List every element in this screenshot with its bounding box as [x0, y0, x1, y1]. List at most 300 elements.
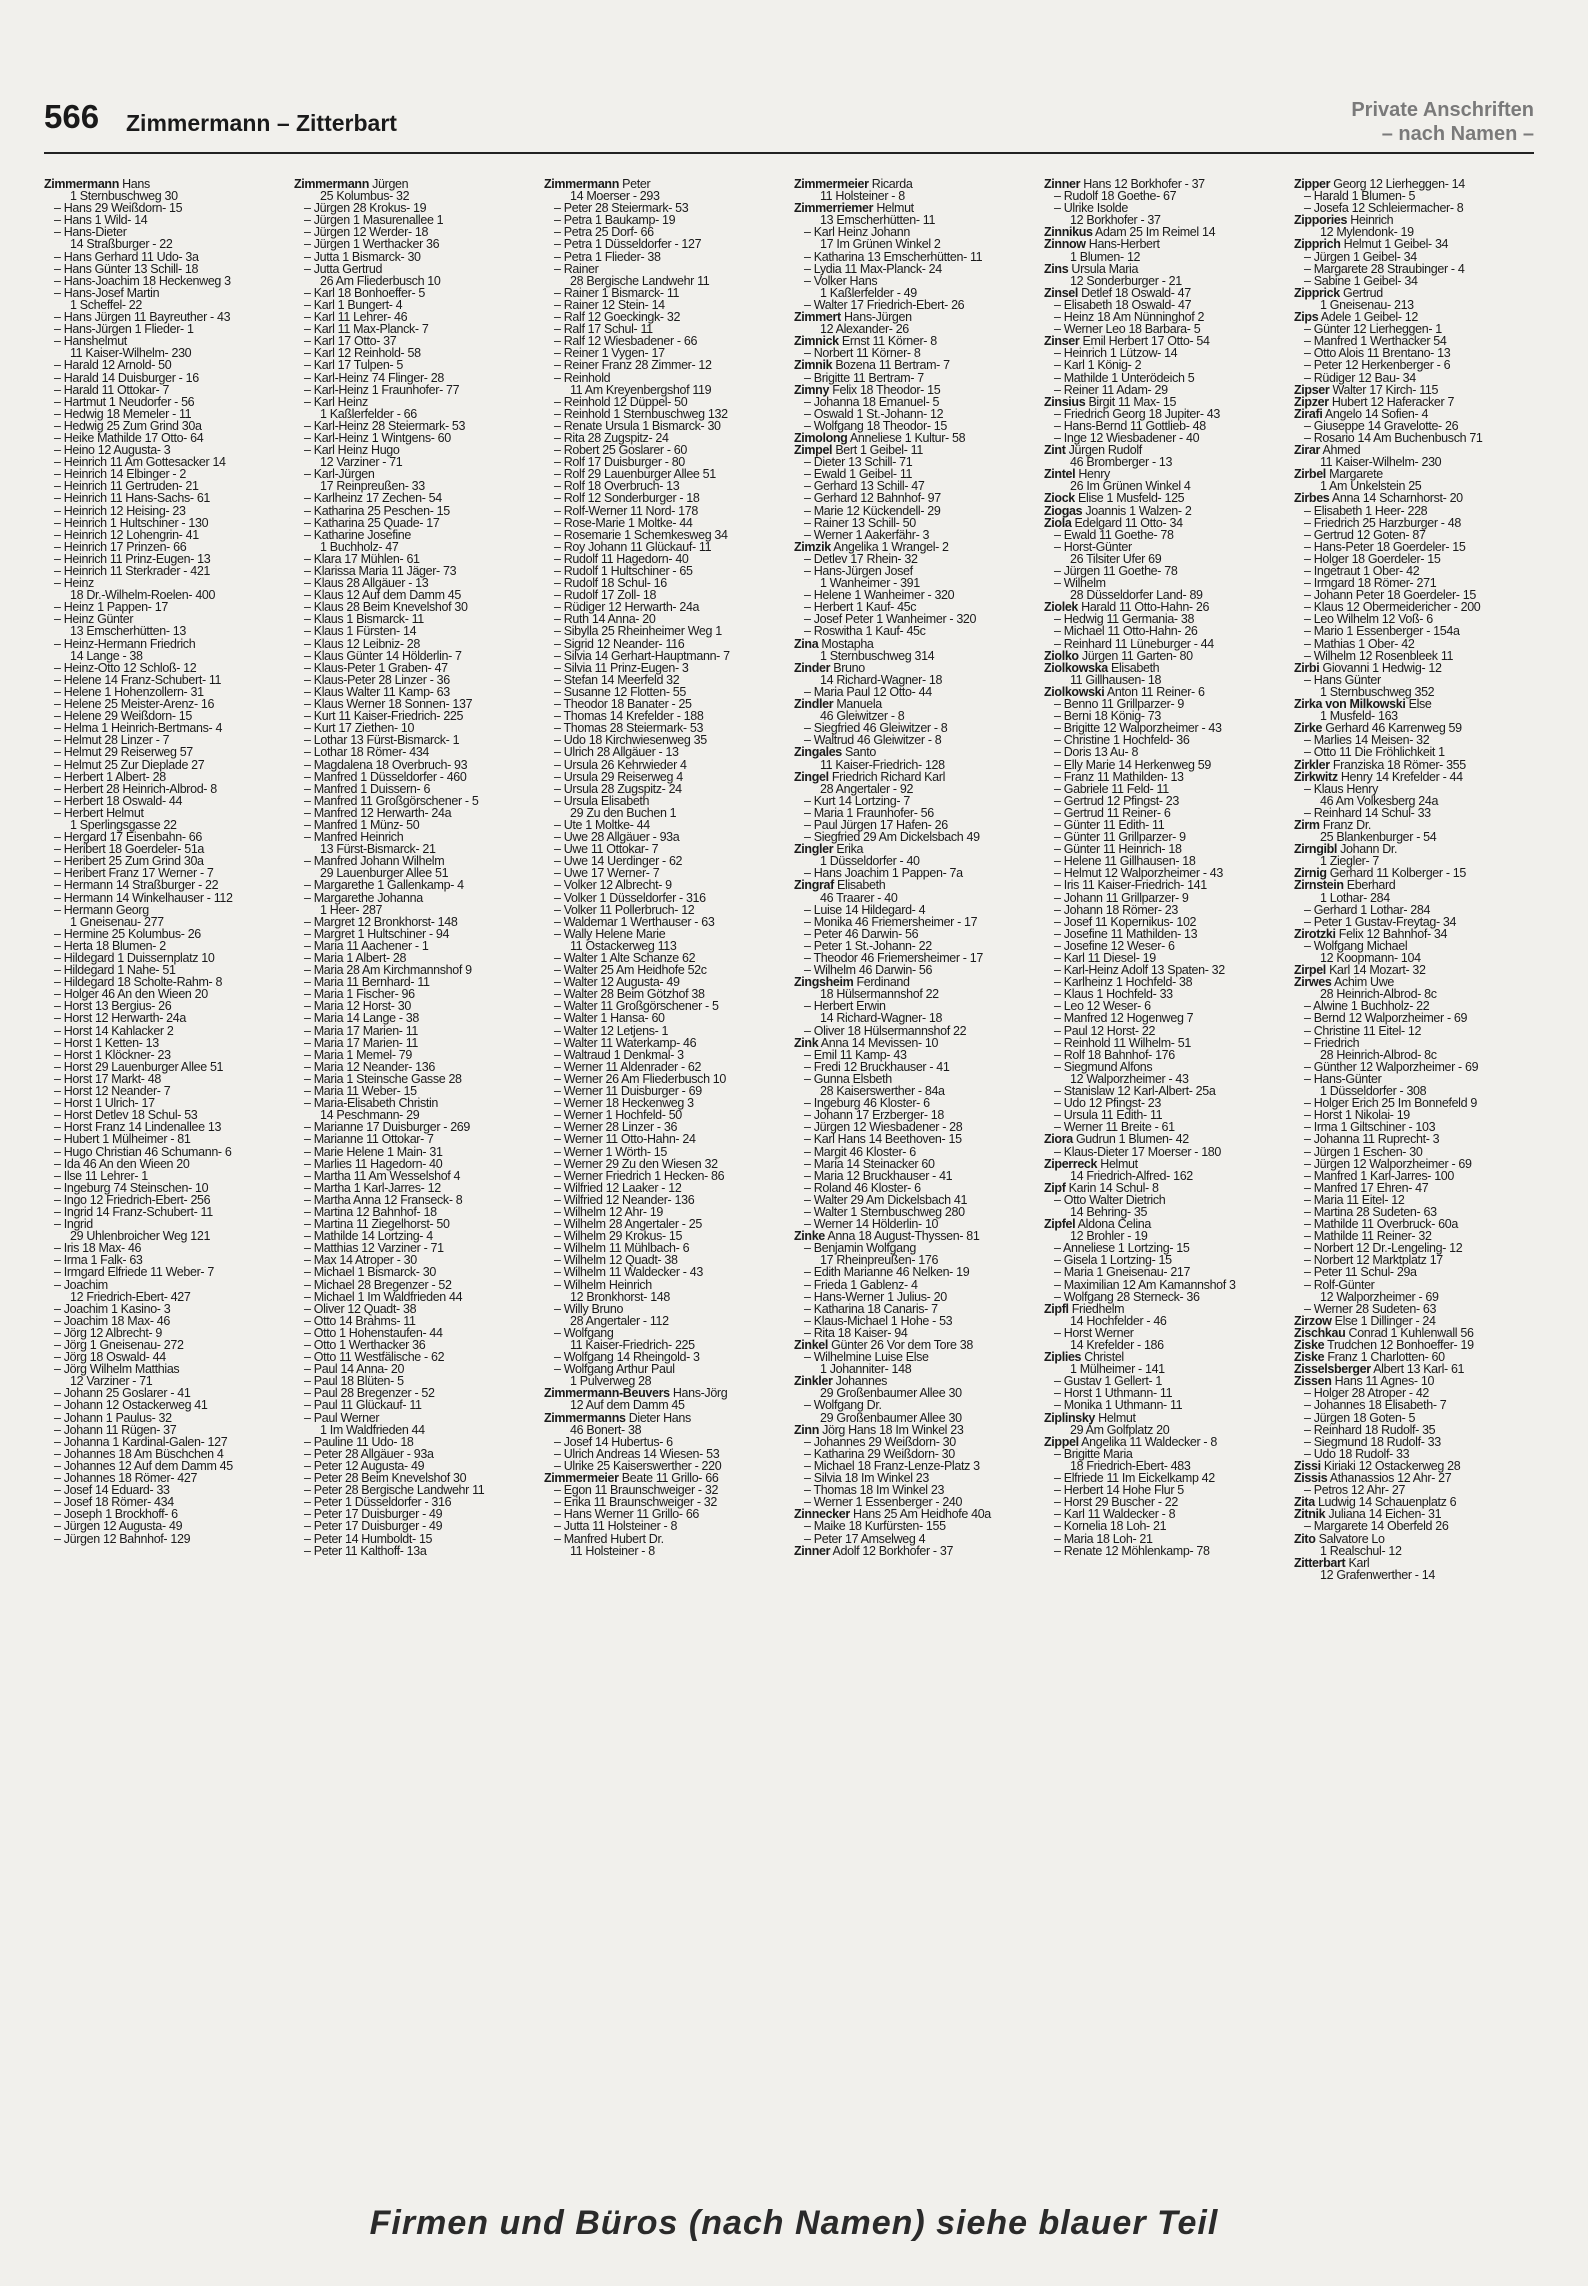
entry-text: 1 Im Waldfrieden 44 [320, 1422, 425, 1437]
directory-entry: – Heribert 25 Zum Grind 30a [54, 854, 204, 869]
entry-text: Ralf 12 Goeckingk- 32 [563, 310, 681, 325]
surname: Zissen [1294, 1374, 1332, 1389]
directory-entry: – Jürgen 1 Geibel- 34 [1304, 249, 1417, 264]
directory-entry: – Ulrich 28 Allgäuer - 13 [554, 745, 679, 760]
entry-text: Karl-Heinz 74 Flinger- 28 [313, 370, 444, 385]
entry-text: Jürgen Rudolf [1068, 443, 1142, 458]
entry-text: Karl 17 Otto- 37 [313, 334, 397, 349]
entry-text: Hermann 14 Straßburger - 22 [63, 878, 219, 893]
entry-text: Margarete 14 Oberfeld 26 [1313, 1519, 1449, 1534]
entry-text: Achim Uwe [1333, 975, 1394, 990]
entry-text: Johann 11 Rügen- 37 [63, 1422, 177, 1437]
directory-entry: – Johann 25 Goslarer - 41 [54, 1386, 191, 1401]
directory-entry: – Werner 1 Hochfeld- 50 [554, 1108, 682, 1123]
entry-text: Werner 14 Hölderlin- 10 [813, 1217, 939, 1232]
directory-entry: – Maria 1 Fischer- 96 [304, 987, 415, 1002]
surname: Zipser [1294, 382, 1330, 397]
entry-text: Helene 29 Weißdorn- 15 [63, 709, 192, 724]
directory-entry: – Josef 14 Eduard- 33 [54, 1483, 170, 1498]
entry-text: Maria 17 Marien- 11 [313, 1035, 419, 1050]
entry-text: Detlef 18 Oswald- 47 [1081, 285, 1191, 300]
directory-entry: – Werner 28 Sudeten- 63 [1304, 1301, 1437, 1316]
entry-text: Klara 17 Mühlen- 61 [313, 551, 420, 566]
directory-entry: – Norbert 12 Marktplatz 17 [1304, 1253, 1443, 1268]
entry-text: Thomas 18 Im Winkel 23 [813, 1483, 945, 1498]
entry-text: 12 Varziner - 71 [320, 455, 403, 470]
entry-text: Heinrich 11 Hans-Sachs- 61 [63, 491, 211, 506]
directory-entry: – Otto Alois 11 Brentano- 13 [1304, 346, 1451, 361]
entry-text: Werner 18 Heckenweg 3 [563, 1096, 694, 1111]
entry-text: 14 Richard-Wagner- 18 [820, 1011, 943, 1026]
entry-text: 14 Krefelder - 186 [1070, 1338, 1164, 1352]
directory-entry: – Holger 28 Atroper - 42 [1304, 1386, 1430, 1401]
directory-entry: – Peter 14 Humboldt- 15 [304, 1531, 433, 1546]
entry-text: Lothar 18 Römer- 434 [313, 745, 430, 760]
entry-text: Ingo 12 Friedrich-Ebert- 256 [63, 1192, 211, 1207]
entry-text: Wilhelm 11 Mühlbach- 6 [563, 1241, 690, 1256]
directory-column-5 [1044, 178, 1284, 2168]
directory-entry: – Hedwig 25 Zum Grind 30a [54, 418, 202, 433]
directory-entry: – Marlies 11 Hagedorn- 40 [304, 1156, 443, 1171]
entry-text: Walter 11 Waterkamp- 46 [563, 1035, 697, 1050]
entry-text: Elise 1 Musfeld- 125 [1078, 491, 1185, 506]
directory-entry: – Werner 11 Otto-Hahn- 24 [554, 1132, 696, 1147]
directory-entry: – Ewald 11 Goethe- 78 [1054, 527, 1174, 542]
surname: Zirbel [1294, 467, 1326, 482]
directory-entry: – Helmut 28 Linzer - 7 [54, 733, 170, 748]
entry-text: Horst 1 Ulrich- 17 [63, 1096, 155, 1111]
directory-entry: – Irma 1 Giltschiner - 103 [1304, 1120, 1436, 1135]
directory-entry: – Hans-Jürgen Josef [804, 564, 913, 578]
entry-text: Karlheinz 17 Zechen- 54 [313, 491, 442, 506]
entry-text: 46 Bonert- 38 [570, 1422, 642, 1437]
entry-text: Hans Jürgen 11 Bayreuther - 43 [63, 310, 231, 325]
directory-entry: – Karl-Jürgen [304, 467, 375, 482]
directory-entry: – Paul Werner [304, 1410, 380, 1425]
entry-text: Salvatore Lo [1318, 1531, 1385, 1546]
entry-text: Siegmund Alfons [1063, 1059, 1153, 1074]
directory-entry: – Kurt 17 Ziethen- 10 [304, 721, 415, 736]
entry-text: 1 Lothar- 284 [1320, 890, 1390, 905]
directory-entry: – Robert 25 Goslarer - 60 [554, 443, 687, 458]
entry-text: Rüdiger 12 Herwarth- 24a [563, 600, 700, 615]
entry-text: Gerhard 46 Karrenweg 59 [1325, 721, 1462, 736]
directory-entry: – Karl 1 König- 2 [1054, 358, 1142, 373]
entry-text: Herta 18 Blumen- 2 [63, 938, 166, 953]
entry-text: Petra 1 Flieder- 38 [563, 249, 661, 264]
entry-text: Paul 12 Horst- 22 [1063, 1023, 1156, 1038]
entry-text: Helmut 29 Reiserweg 57 [63, 745, 193, 760]
entry-text: Stefan 14 Meerfeld 32 [563, 672, 680, 687]
directory-entry: – Franz 11 Mathilden- 13 [1054, 769, 1184, 784]
entry-text: Friedrich Georg 18 Jupiter- 43 [1063, 406, 1220, 421]
directory-entry: – Siegmund 18 Rudolf- 33 [1304, 1434, 1441, 1449]
entry-text: Rita 28 Zugspitz- 24 [563, 430, 669, 445]
entry-text: 1 Am Unkelstein 25 [1320, 479, 1422, 494]
entry-text: Elly Marie 14 Herkenweg 59 [1063, 757, 1211, 772]
surname: Zimmerriemer [794, 201, 874, 216]
entry-text: Heribert 18 Goerdeler- 51a [63, 842, 205, 857]
directory-entry: – Johann 12 Ostackerweg 41 [54, 1398, 208, 1413]
directory-entry: – Jürgen 1 Masurenallee 1 [304, 213, 444, 228]
entry-text: Friedhelm [1071, 1301, 1125, 1316]
entry-text: Christine 11 Eitel- 12 [1313, 1023, 1422, 1038]
entry-text: 1 Sternbuschweg 314 [820, 648, 935, 663]
entry-text: Peter 28 Beim Knevelshof 30 [313, 1471, 467, 1486]
section-title [1351, 98, 1534, 146]
directory-entry: – Jürgen 18 Goten- 5 [1304, 1410, 1416, 1425]
entry-text: Heinrich 11 Gertruden- 21 [63, 479, 199, 494]
directory-entry: – Maria 12 Neander- 136 [304, 1059, 435, 1074]
entry-text: Reiner 1 Vygen- 17 [563, 346, 665, 361]
directory-entry: – Wolfgang [554, 1325, 614, 1340]
surname: Zischkau [1294, 1325, 1346, 1340]
directory-entry: – Harald 11 Ottokar- 7 [54, 382, 170, 397]
directory-entry: – Otto 11 Westfälische - 62 [304, 1350, 445, 1365]
surname: Zipfl [1044, 1301, 1069, 1316]
entry-text: Werner 11 Breite - 61 [1063, 1120, 1175, 1135]
entry-text: Ulrike 25 Kaiserswerther - 220 [563, 1458, 722, 1473]
entry-text: Horst 29 Lauenburger Allee 51 [63, 1059, 224, 1074]
entry-text: Karlheinz 1 Hochfeld- 38 [1063, 975, 1193, 990]
entry-text: Peter 1 St.-Johann- 22 [813, 938, 932, 953]
entry-text: Holger 46 An den Wieen 20 [63, 987, 208, 1002]
entry-text: Friedrich Richard Karl [831, 769, 946, 784]
directory-entry: – Paul 11 Glückauf- 11 [304, 1398, 422, 1413]
directory-entry: – Petra 1 Düsseldorfer - 127 [554, 237, 702, 252]
directory-entry: – Klaus 28 Allgäuer - 13 [304, 576, 429, 591]
entry-text: Maria 11 Weber- 15 [313, 1084, 417, 1099]
directory-entry: – Peter 28 Bergische Landwehr 11 [304, 1483, 485, 1498]
entry-text: Josef 18 Römer- 434 [63, 1495, 174, 1510]
surname: Zinke [794, 1229, 825, 1244]
directory-entry: – Peter 1 St.-Johann- 22 [804, 938, 932, 953]
entry-text: Rolf 18 Overbruch- 13 [563, 479, 680, 494]
entry-text: Jürgen 12 Bahnhof- 129 [63, 1531, 191, 1546]
entry-text: 14 Moerser - 293 [570, 189, 660, 204]
entry-text: Leo Wilhelm 12 Voß- 6 [1313, 612, 1433, 627]
directory-entry: – Waltraud 1 Denkmal- 3 [554, 1047, 684, 1062]
entry-text: Martha 1 Karl-Jarres- 12 [313, 1180, 441, 1195]
directory-entry: – Oliver 18 Hülsermannshof 22 [804, 1023, 967, 1038]
entry-text: Petros 12 Ahr- 27 [1313, 1483, 1406, 1498]
surname: Zimmermann-Beuvers [544, 1386, 670, 1401]
entry-text: Peter [622, 178, 651, 191]
surname: Zirkler [1294, 757, 1330, 772]
directory-entry: – Oswald 1 St.-Johann- 12 [804, 406, 944, 421]
surname: Zimzik [794, 539, 831, 554]
entry-text: 11 Kaiser-Friedrich- 225 [570, 1338, 695, 1352]
directory-entry: – Elisabeth 18 Oswald- 47 [1054, 297, 1192, 312]
directory-entry: – Katharina 13 Emscherhütten- 11 [804, 249, 983, 264]
directory-entry: – Maria 1 Fraunhofer- 56 [804, 805, 934, 820]
directory-entry: – Maria 1 Memel- 79 [304, 1047, 412, 1062]
directory-entry: – Paul 12 Horst- 22 [1054, 1023, 1156, 1038]
directory-entry: – Paul Jürgen 17 Hafen- 26 [804, 817, 948, 832]
entry-text: Friedrich 25 Harzburger - 48 [1313, 515, 1461, 530]
directory-entry: – Hugo Christian 46 Schumann- 6 [54, 1144, 232, 1159]
directory-entry: – Helene 29 Weißdorn- 15 [54, 709, 192, 724]
entry-text: Eberhard [1346, 878, 1396, 893]
entry-text: Hedwig 11 Germania- 38 [1063, 612, 1195, 627]
directory-entry: – Karl 11 Waldecker - 8 [1054, 1507, 1176, 1522]
entry-text: Hans 12 Borkhofer - 37 [1083, 178, 1205, 191]
entry-text: Hermine 25 Kolumbus- 26 [63, 926, 201, 941]
directory-entry: – Roland 46 Kloster- 6 [804, 1180, 921, 1195]
directory-entry: – Petra 25 Dorf- 66 [554, 225, 654, 240]
directory-entry: – Manfred 1 Düsseldorfer - 460 [304, 769, 467, 784]
entry-text: Karl 12 Reinhold- 58 [313, 346, 421, 361]
directory-entry: – Hans 29 Weißdorn- 15 [54, 201, 183, 216]
directory-entry: – Rainer 1 Bismarck- 11 [554, 285, 680, 300]
entry-text: Berni 18 König- 73 [1063, 709, 1161, 724]
entry-text: Otto 1 Hohenstaufen- 44 [313, 1325, 443, 1340]
directory-entry: – Katharina 18 Canaris- 7 [804, 1301, 938, 1316]
entry-text: Wilhelm 12 Quadt- 38 [563, 1253, 678, 1268]
directory-entry: – Horst Franz 14 Lindenallee 13 [54, 1120, 222, 1135]
entry-text: Horst Detlev 18 Schul- 53 [63, 1108, 198, 1123]
entry-text: Gudrun 1 Blumen- 42 [1075, 1132, 1189, 1147]
entry-text: Otto Alois 11 Brentano- 13 [1313, 346, 1451, 361]
directory-entry: – Christine 11 Eitel- 12 [1304, 1023, 1422, 1038]
directory-entry: – Horst 29 Buscher - 22 [1054, 1495, 1178, 1510]
directory-entry: – Johanna 11 Ruprecht- 3 [1304, 1132, 1440, 1147]
directory-entry: – Walter 1 Hansa- 60 [554, 1011, 665, 1026]
section-title-line2: – nach Namen – [1381, 123, 1534, 145]
entry-text: Walter 1 Hansa- 60 [563, 1011, 665, 1026]
entry-text: Wilfried 12 Neander- 136 [563, 1192, 695, 1207]
entry-text: 11 Holsteiner - 8 [570, 1543, 655, 1558]
directory-entry: – Rudolf 18 Schul- 16 [554, 576, 667, 591]
entry-text: Jürgen 11 Garten- 80 [1081, 648, 1193, 663]
directory-entry: – Martina 28 Sudeten- 63 [1304, 1204, 1437, 1219]
entry-text: Margarethe 1 Gallenkamp- 4 [313, 878, 464, 893]
entry-text: Uwe 28 Allgäuer - 93a [563, 830, 680, 845]
directory-entry: – Karl 18 Bonhoeffer- 5 [304, 285, 425, 300]
directory-entry: – Frieda 1 Gablenz- 4 [804, 1277, 918, 1292]
entry-text: Hermann Georg [63, 902, 149, 917]
surname: Zimny [794, 382, 830, 397]
directory-entry: – Josef 14 Hubertus- 6 [554, 1434, 673, 1449]
directory-entry: – Gunna Elsbeth [804, 1071, 892, 1086]
directory-entry: – Rudolf 1 Hultschiner - 65 [554, 564, 693, 578]
directory-entry: – Johannes 29 Weißdorn- 30 [804, 1434, 956, 1449]
directory-entry: – Rita 18 Kaiser- 94 [804, 1325, 908, 1340]
entry-text: 12 Grafenwerther - 14 [1320, 1567, 1435, 1582]
directory-entry: – Volker 1 Düsseldorfer - 316 [554, 890, 706, 905]
surname: Zirngibl [1294, 842, 1338, 857]
directory-entry: – Werner 29 Zu den Wiesen 32 [554, 1156, 718, 1171]
entry-text: Doris 13 Au- 8 [1063, 745, 1139, 760]
directory-entry: – Hermann 14 Straßburger - 22 [54, 878, 219, 893]
entry-text: Wolfgang 14 Rheingold- 3 [563, 1350, 700, 1365]
entry-text: Johann 17 Erzberger- 18 [813, 1108, 944, 1123]
entry-text: Rolf 18 Bahnhof- 176 [1063, 1047, 1175, 1062]
directory-entry: – Rolf 17 Duisburger - 80 [554, 455, 685, 470]
directory-entry: – Walter 12 Augusta- 49 [554, 975, 680, 990]
directory-entry: – Udo 12 Pfingst- 23 [1054, 1096, 1161, 1111]
entry-text: Felix 12 Bahnhof- 34 [1338, 926, 1448, 941]
directory-entry: – Roy Johann 11 Glückauf- 11 [554, 539, 712, 554]
entry-text: Sigrid 12 Neander- 116 [563, 636, 685, 651]
directory-entry: – Martha 1 Karl-Jarres- 12 [304, 1180, 441, 1195]
directory-entry: – Hanshelmut [54, 334, 127, 349]
entry-text: Rudolf 17 Zoll- 18 [563, 588, 657, 603]
surname: Zimmermann [44, 178, 119, 191]
entry-text: Norbert 12 Marktplatz 17 [1313, 1253, 1443, 1268]
directory-entry: – Gabriele 11 Feld- 11 [1054, 781, 1169, 796]
entry-text: Leo 12 Weser- 6 [1063, 999, 1151, 1014]
entry-text: 12 Varziner - 71 [70, 1374, 153, 1389]
directory-entry: – Josefine 11 Mathilden- 13 [1054, 926, 1198, 941]
entry-text: 28 Heinrich-Albrod- 8c [1320, 987, 1437, 1002]
entry-text: Reinhard 18 Rudolf- 35 [1313, 1422, 1436, 1437]
surname-entry [794, 1545, 1034, 1557]
entry-text: 11 Kaiser-Wilhelm- 230 [1320, 455, 1442, 470]
directory-entry: – Hermann Georg [54, 902, 149, 917]
directory-entry: – Karl Heinz Hugo [304, 443, 400, 458]
directory-entry: – Klaus 1 Hochfeld- 33 [1054, 987, 1173, 1002]
directory-entry: – Manfred Johann Wilhelm [304, 854, 445, 869]
entry-text: Renate Ursula 1 Bismarck- 30 [563, 418, 721, 433]
page-header [44, 96, 1534, 154]
directory-entry: – Jutta Gertrud [304, 261, 383, 276]
entry-text: 1 Pulverweg 28 [570, 1374, 652, 1389]
entry-text: Peter 12 Herkenberger - 6 [1313, 358, 1451, 373]
entry-text: Hans-Jürgen [844, 310, 912, 325]
directory-entry: – Wilhelm 28 Angertaler - 25 [554, 1217, 702, 1232]
entry-text: 17 Im Grünen Winkel 2 [820, 237, 941, 252]
entry-text: Joachim 18 Max- 46 [63, 1313, 170, 1328]
entry-text: Athanassios 12 Ahr- 27 [1329, 1471, 1452, 1486]
entry-text: Heike Mathilde 17 Otto- 64 [63, 430, 204, 445]
entry-text: Maria 1 Memel- 79 [313, 1047, 412, 1062]
entry-text: 28 Angertaler - 92 [820, 781, 914, 796]
entry-text: 12 Borkhofer - 37 [1070, 213, 1161, 228]
entry-text: Mario 1 Essenberger - 154a [1313, 624, 1460, 639]
entry-text: Werner Friedrich 1 Hecken- 86 [563, 1168, 725, 1183]
entry-text: Johannes 18 Römer- 427 [63, 1471, 198, 1486]
entry-text: Irma 1 Giltschiner - 103 [1313, 1120, 1436, 1135]
directory-entry: – Heribert Franz 17 Werner - 7 [54, 866, 214, 881]
entry-text: Walter 11 Großgörschener - 5 [563, 999, 719, 1014]
directory-entry: – Johann 11 Rügen- 37 [54, 1422, 177, 1437]
directory-entry: – Stanislaw 12 Karl-Albert- 25a [1054, 1084, 1216, 1099]
entry-text: Kiriaki 12 Ostackerweg 28 [1323, 1458, 1461, 1473]
surname: Zingler [794, 842, 834, 857]
entry-text: Karl 1 König- 2 [1063, 358, 1142, 373]
entry-text: Silvia 11 Prinz-Eugen- 3 [563, 660, 689, 675]
entry-text: Jörg Wilhelm Matthias [63, 1362, 180, 1377]
directory-entry: – Heribert 18 Goerdeler- 51a [54, 842, 205, 857]
directory-entry: – Ilse 11 Lehrer- 1 [54, 1168, 148, 1183]
surname: Zink [794, 1035, 819, 1050]
directory-entry: – Maria 1 Gneisenau- 217 [1054, 1265, 1191, 1280]
entry-text: Ferdinand [856, 975, 910, 990]
surname: Zimmert [794, 310, 841, 325]
directory-entry: – Heinrich 11 Sterkrader - 421 [54, 564, 211, 578]
entry-text: Horst 29 Buscher - 22 [1063, 1495, 1178, 1510]
directory-entry: – Theodor 46 Friemersheimer - 17 [804, 951, 983, 965]
entry-text: Reiner Franz 28 Zimmer- 12 [563, 358, 712, 373]
directory-entry: – Klaus 12 Obermeidericher - 200 [1304, 600, 1481, 615]
entry-text: Horst 1 Klöckner- 23 [63, 1047, 171, 1062]
directory-entry: – Wally Helene Marie [554, 926, 666, 941]
directory-entry: – Klaus 28 Beim Knevelshof 30 [304, 600, 468, 615]
entry-text: Gerhard 13 Schill- 47 [813, 479, 925, 494]
surname: Zirar [1294, 443, 1321, 458]
entry-text: Hans-Josef Martin [63, 285, 160, 300]
entry-text: Bernd 12 Walporzheimer - 69 [1313, 1011, 1468, 1026]
directory-entry: – Werner 28 Linzer - 36 [554, 1120, 678, 1135]
entry-text: Maike 18 Kurfürsten- 155 [813, 1519, 946, 1534]
directory-entry: – Helene 1 Wanheimer - 320 [804, 588, 955, 603]
entry-text: Josef 14 Eduard- 33 [63, 1483, 170, 1498]
entry-text: Horst 1 Uthmann- 11 [1063, 1386, 1173, 1401]
surname: Zirbes [1294, 491, 1330, 506]
directory-entry: – Uwe 11 Ottokar- 7 [554, 842, 659, 857]
entry-text: Helmut 1 Geibel- 34 [1343, 237, 1449, 252]
entry-text: Franz 11 Mathilden- 13 [1063, 769, 1184, 784]
entry-text: Manfred 12 Herwarth- 24a [313, 805, 452, 820]
entry-text: 11 Holsteiner - 8 [820, 189, 905, 204]
entry-text: Peter 11 Kalthoff- 13a [313, 1543, 427, 1558]
surname: Zinnecker [794, 1507, 850, 1522]
directory-entry: – Johann Peter 18 Goerdeler- 15 [1304, 588, 1476, 603]
directory-entry: – Horst Werner [1054, 1325, 1134, 1340]
entry-text: Oswald 1 St.-Johann- 12 [813, 406, 944, 421]
directory-entry: – Bernd 12 Walporzheimer - 69 [1304, 1011, 1468, 1026]
entry-text: Karl [1348, 1555, 1370, 1570]
directory-entry: – Josef 18 Römer- 434 [54, 1495, 174, 1510]
entry-text: Günter 26 Vor dem Tore 38 [831, 1338, 973, 1352]
directory-entry: – Klaus-Dieter 17 Moerser - 180 [1054, 1144, 1222, 1159]
surname: Zina [794, 636, 819, 651]
entry-text: Uwe 11 Ottokar- 7 [563, 842, 659, 857]
entry-text: Klaus Werner 18 Sonnen- 137 [313, 697, 473, 712]
entry-text: Adele 1 Geibel- 12 [1320, 310, 1418, 325]
entry-text: Dieter Hans [628, 1410, 691, 1425]
entry-text: Hedwig 25 Zum Grind 30a [63, 418, 202, 433]
entry-text: Emil 11 Kamp- 43 [813, 1047, 907, 1062]
entry-text: Elisabeth [837, 878, 886, 893]
surname: Zinsius [1044, 394, 1086, 409]
entry-text: Werner 1 Aakerfähr- 3 [813, 527, 930, 542]
directory-entry: – Rüdiger 12 Bau- 34 [1304, 370, 1416, 385]
directory-entry: – Friedrich 25 Harzburger - 48 [1304, 515, 1461, 530]
directory-entry: – Karl 12 Reinhold- 58 [304, 346, 421, 361]
entry-text: Joseph 1 Brockhoff- 6 [63, 1507, 178, 1522]
directory-entry: – Klaus-Peter 28 Linzer - 36 [304, 672, 450, 687]
entry-text: Peter 28 Allgäuer - 93a [313, 1446, 434, 1461]
entry-text: Maria 17 Marien- 11 [313, 1023, 419, 1038]
entry-text: Jürgen 18 Goten- 5 [1313, 1410, 1416, 1425]
entry-text: 11 Ostackerweg 113 [570, 938, 677, 953]
surname: Zirnig [1294, 866, 1327, 881]
surname: Ziperreck [1044, 1156, 1098, 1171]
entry-text: Gertrud 12 Goten- 87 [1313, 527, 1426, 542]
entry-text: Peter 1 Düsseldorfer - 316 [313, 1495, 452, 1510]
directory-entry: – Manfred 1 Münz- 50 [304, 817, 420, 832]
directory-entry: – Luise 14 Hildegard- 4 [804, 902, 926, 917]
entry-text: Hans-Werner 1 Julius- 20 [813, 1289, 947, 1304]
directory-entry: – Otto 1 Hohenstaufen- 44 [304, 1325, 443, 1340]
directory-entry: – Maria 14 Steinacker 60 [804, 1156, 935, 1171]
directory-entry: – Karl-Heinz Adolf 13 Spaten- 32 [1054, 963, 1225, 978]
directory-entry: – Rita 28 Zugspitz- 24 [554, 430, 669, 445]
entry-text: Egon 11 Braunschweiger - 32 [563, 1483, 719, 1498]
directory-entry: – Hans Jürgen 11 Bayreuther - 43 [54, 310, 231, 325]
